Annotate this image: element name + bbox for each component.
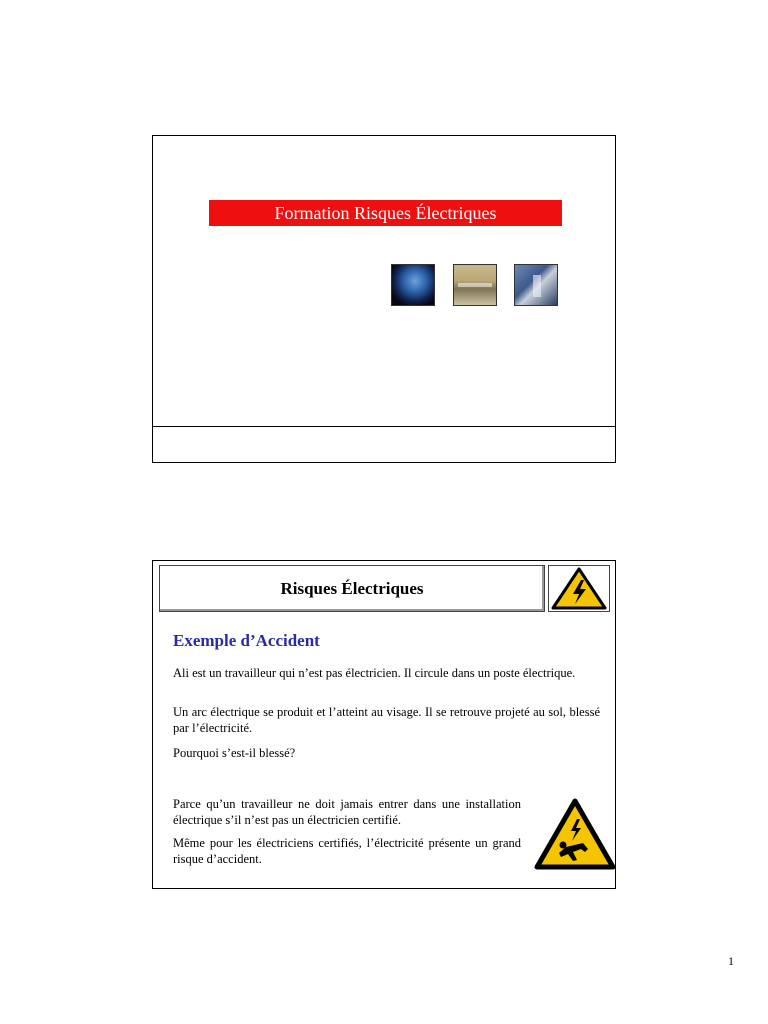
slide-header-title: Risques Électriques <box>280 579 424 598</box>
paragraph: Pourquoi s’est-il blessé? <box>173 746 296 760</box>
earth-photo <box>391 264 435 306</box>
section-title: Exemple d’Accident <box>173 631 320 650</box>
slide-header <box>159 565 545 612</box>
workers-photo <box>514 264 558 306</box>
slide-2 <box>152 560 616 889</box>
slide-footer-divider <box>153 426 615 427</box>
paragraph: Même pour les électriciens certifiés, l’électricité présente un grand risque d’accident. <box>173 836 521 866</box>
page-number: 1 <box>728 954 734 968</box>
high-voltage-warning-icon <box>548 565 610 612</box>
slide-1 <box>152 135 616 463</box>
electric-shock-warning-icon <box>533 797 617 871</box>
paragraph: Parce qu’un travailleur ne doit jamais entrer dans une installation électrique s’il n’est pas un électricien certifié. <box>173 797 521 827</box>
slide-title-banner: Formation Risques Électriques <box>209 200 562 226</box>
control-room-photo <box>453 264 497 306</box>
paragraph: Un arc électrique se produit et l’atteint au visage. Il se retrouve projeté au sol, blessé par l’électricité. <box>173 705 600 735</box>
paragraph: Ali est un travailleur qui n’est pas électricien. Il circule dans un poste électrique. <box>173 666 576 680</box>
